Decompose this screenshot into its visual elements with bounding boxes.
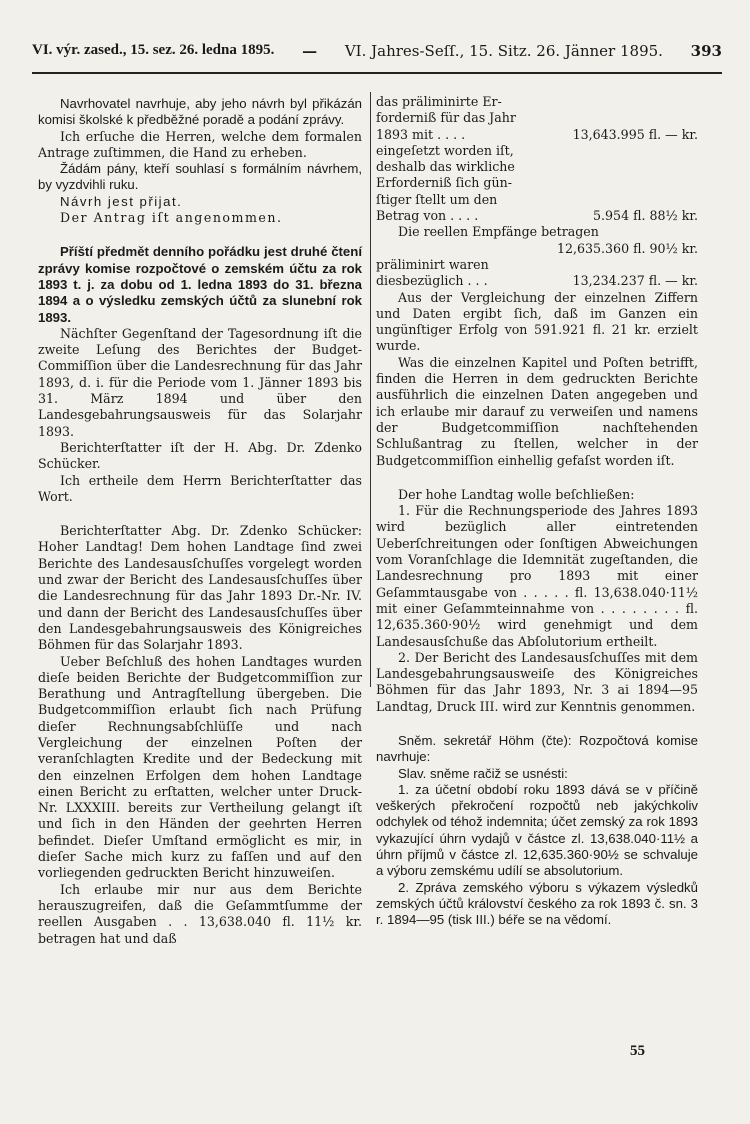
paragraph-de-resolution-1: 1. Für die Rechnungsperiode des Jahres 1893 wird bezüglich aller eintretenden Ueberſchreitungen oder ſonſtigen Abweichungen vom Voranſchlage die Idemnität zugeſtanden, die Landesrechnung pro 1893 mit einer Geſammtausgabe von . . . . . fl. 13,638.040·11½ mit einer Geſammteinnahme von . . . . . . . . fl. 12,635.360·90½ wird genehmigt und dem Landesausſchuße das Abſolutorium ertheilt. bbox=[376, 503, 698, 649]
header-rule bbox=[32, 72, 722, 74]
header-czech: VI. výr. zased., 15. sez. 26. ledna 1895. bbox=[32, 42, 275, 58]
line-difference: Betrag von . . . . 5.954 fl. 88½ kr. bbox=[376, 208, 698, 224]
header-page-number: 393 bbox=[690, 42, 722, 60]
paragraph-de-agenda: Nächſter Gegenſtand der Tagesordnung iſt die zweite Leſung des Berichtes der Budget-Commiſſion über die Landesrechnung für das Jahr 1893, d. i. für die Periode vom 1. Jänner 1893 bis 31. März 1894 und über den Landesgebahrungsausweis für das Solarjahr 1893. bbox=[38, 325, 362, 439]
paragraph-de-resolution-2: 2. Der Bericht des Landesausſchuſſes mit dem Landesgebahrungsausweiſe des Königreiches Böhmen für das Jahr 1893, Nr. 3 ai 1894—95 Landtag, Druck III. wird zur Kenntnis genommen. bbox=[376, 649, 698, 714]
paragraph-de-vote-request: Ich erſuche die Herren, welche dem formalen Antrage zuſtimmen, die Hand zu erheben. bbox=[38, 128, 362, 160]
paragraph-de-expenditure: Ich erlaube mir nur aus dem Berichte herauszugreifen, daß die Geſammtſumme der reellen Ausgaben . . 13,638.040 fl. 11½ kr. betragen hat und daß bbox=[38, 881, 362, 946]
line-inserted: eingeſetzt worden iſt, bbox=[376, 142, 514, 158]
paragraph-de-report-intro: Berichterſtatter Abg. Dr. Zdenko Schücker: Hoher Landtag! Dem hohen Landtage ſind zwei Berichte des Landesausſchuſſes vorgelegt worden und zwar der Bericht des Landesausſchuſſes über die Landesrechnung für das Jahr 1893 Dr.-Nr. IV. und dann der Bericht des Landesausſchuſſes über den Landesgebahrungsausweis des Königreiches Böhmen für das Solarjahr 1893. bbox=[38, 523, 362, 653]
paragraph-cz-proposal: Navrhovatel navrhuje, aby jeho návrh byl přikázán komisi školské k předběžné poradě a podání zprávy. bbox=[38, 96, 362, 128]
right-column bbox=[376, 94, 698, 929]
paragraph-de-resolution-intro: Der hohe Landtag wolle beſchließen: bbox=[398, 486, 635, 502]
paragraph-cz-resolution-1: 1. za účetní období roku 1893 dává se v příčině veškerých překročení rozpočtů neb jakýchkoliv odchylek od téhož indemnita; účet zemský za rok 1893 vykazující úhrn vydajů v částce zl. 13,638.040·11½ a úhrn příjmů v částce zl. 12,635.360·90½ se schvaluje a výboru zemskému udílí se absolutorium. bbox=[376, 781, 698, 879]
left-column bbox=[38, 96, 362, 947]
line-stands: ſtiger ſtellt um den bbox=[376, 191, 498, 207]
footer-page-number: 55 bbox=[630, 1043, 645, 1059]
paragraph-cz-agenda: Příští předmět denního pořádku jest druhé čtení zprávy komise rozpočtové o zemském účtu za rok 1893 t. j. za dobu od 1. ledna 1893 do 31. března 1894 a o výsledku zemských účtů za slunební rok 1893. bbox=[38, 244, 362, 325]
running-header bbox=[32, 42, 722, 60]
paragraph-de-floor: Ich ertheile dem Herrn Berichterſtatter das Wort. bbox=[38, 472, 362, 504]
paragraph-cz-accepted: Návrh jest přijat. bbox=[60, 193, 183, 209]
paragraph-de-comparison: Aus der Vergleichung der einzelnen Ziffern und Daten ergibt ſich, daß im Ganzen ein ungünſtiger Erfolg von 591.921 fl. 21 kr. erzielt wurde. bbox=[376, 289, 698, 354]
paragraph-de-accepted: Der Antrag iſt angenommen. bbox=[60, 210, 283, 226]
amount-requirement: 13,643.995 fl. — kr. bbox=[572, 126, 698, 142]
line-requirement: forderniß für das Jahr bbox=[376, 110, 516, 126]
line-actual: deshalb das wirkliche bbox=[376, 159, 515, 175]
line-estimated-amount: diesbezüglich . . . 13,234.237 fl. — kr. bbox=[376, 273, 698, 289]
line-favourable: Erforderniß ſich gün- bbox=[376, 175, 512, 191]
amount-receipts: 12,635.360 fl. 90½ kr. bbox=[556, 240, 698, 256]
header-separator: — bbox=[302, 42, 318, 60]
line-1893-amount: 1893 mit . . . . 13,643.995 fl. — kr. bbox=[376, 126, 698, 142]
amount-difference: 5.954 fl. 88½ kr. bbox=[593, 208, 698, 224]
paragraph-cz-resolution-2: 2. Zpráva zemského výboru s výkazem výsledků zemských účtů království českého za rok 1893 č. sn. 3 r. 1894—95 (tisk III.) béře se na vědomí. bbox=[376, 879, 698, 928]
paragraph-de-chapters: Was die einzelnen Kapitel und Poſten betrifft, finden die Herren in dem gedruckten Berichte ausführlich die einzelnen Daten angegeben und ich erlaube mir darauf zu verweiſen und namens der Budgetcommiſſion nachſtehenden Schlußantrag zu ſtellen, welcher in der Budgetcommiſſion einhellig gefaſst worden iſt. bbox=[376, 354, 698, 468]
paragraph-cz-resolve: Slav. sněme račiž se usnésti: bbox=[398, 765, 568, 781]
paragraph-cz-secretary: Sněm. sekretář Höhm (čte): Rozpočtová komise navrhuje: bbox=[376, 732, 698, 765]
line-estimated: präliminirt waren bbox=[376, 256, 489, 272]
column-divider bbox=[370, 92, 371, 687]
line-preliminary: das präliminirte Er- bbox=[376, 94, 502, 109]
amount-estimated: 13,234.237 fl. — kr. bbox=[572, 273, 698, 289]
line-receipts: Die reellen Empfänge betragen bbox=[398, 224, 599, 240]
paragraph-de-rapporteur: Berichterſtatter iſt der H. Abg. Dr. Zdenko Schücker. bbox=[38, 439, 362, 472]
paragraph-de-commission: Ueber Beſchluß des hohen Landtages wurden dieſe beiden Berichte der Budgetcommiſſion zur Berathung und Antragſtellung übergeben. Die Budgetcommiſſion erlaubt ſich nach Prüfung dieſer Rechnungsabſchlüſſe und nach Vergleichung der einzelnen Poſten der veranſchlagten Kredite und der Bedeckung mit den einzelnen Erfolgen dem hohen Landtage einen Bericht zu erſtatten, welcher unter Druck-Nr. LXXXIII. bereits zur Vertheilung gelangt iſt und ſich in den Händen der geehrten Herren befindet. Dieſer Umſtand ermöglicht es mir, in dieſer Sache mich kurz zu faſſen und auf den vorliegenden gedruckten Bericht hinzuweiſen. bbox=[38, 653, 362, 881]
paragraph-cz-vote-request: Žádám pány, kteří souhlasí s formálním návrhem, by vyzdvihli ruku. bbox=[38, 161, 362, 193]
header-german: VI. Jahres-Seſſ., 15. Sitz. 26. Jänner 1895. bbox=[344, 42, 663, 60]
